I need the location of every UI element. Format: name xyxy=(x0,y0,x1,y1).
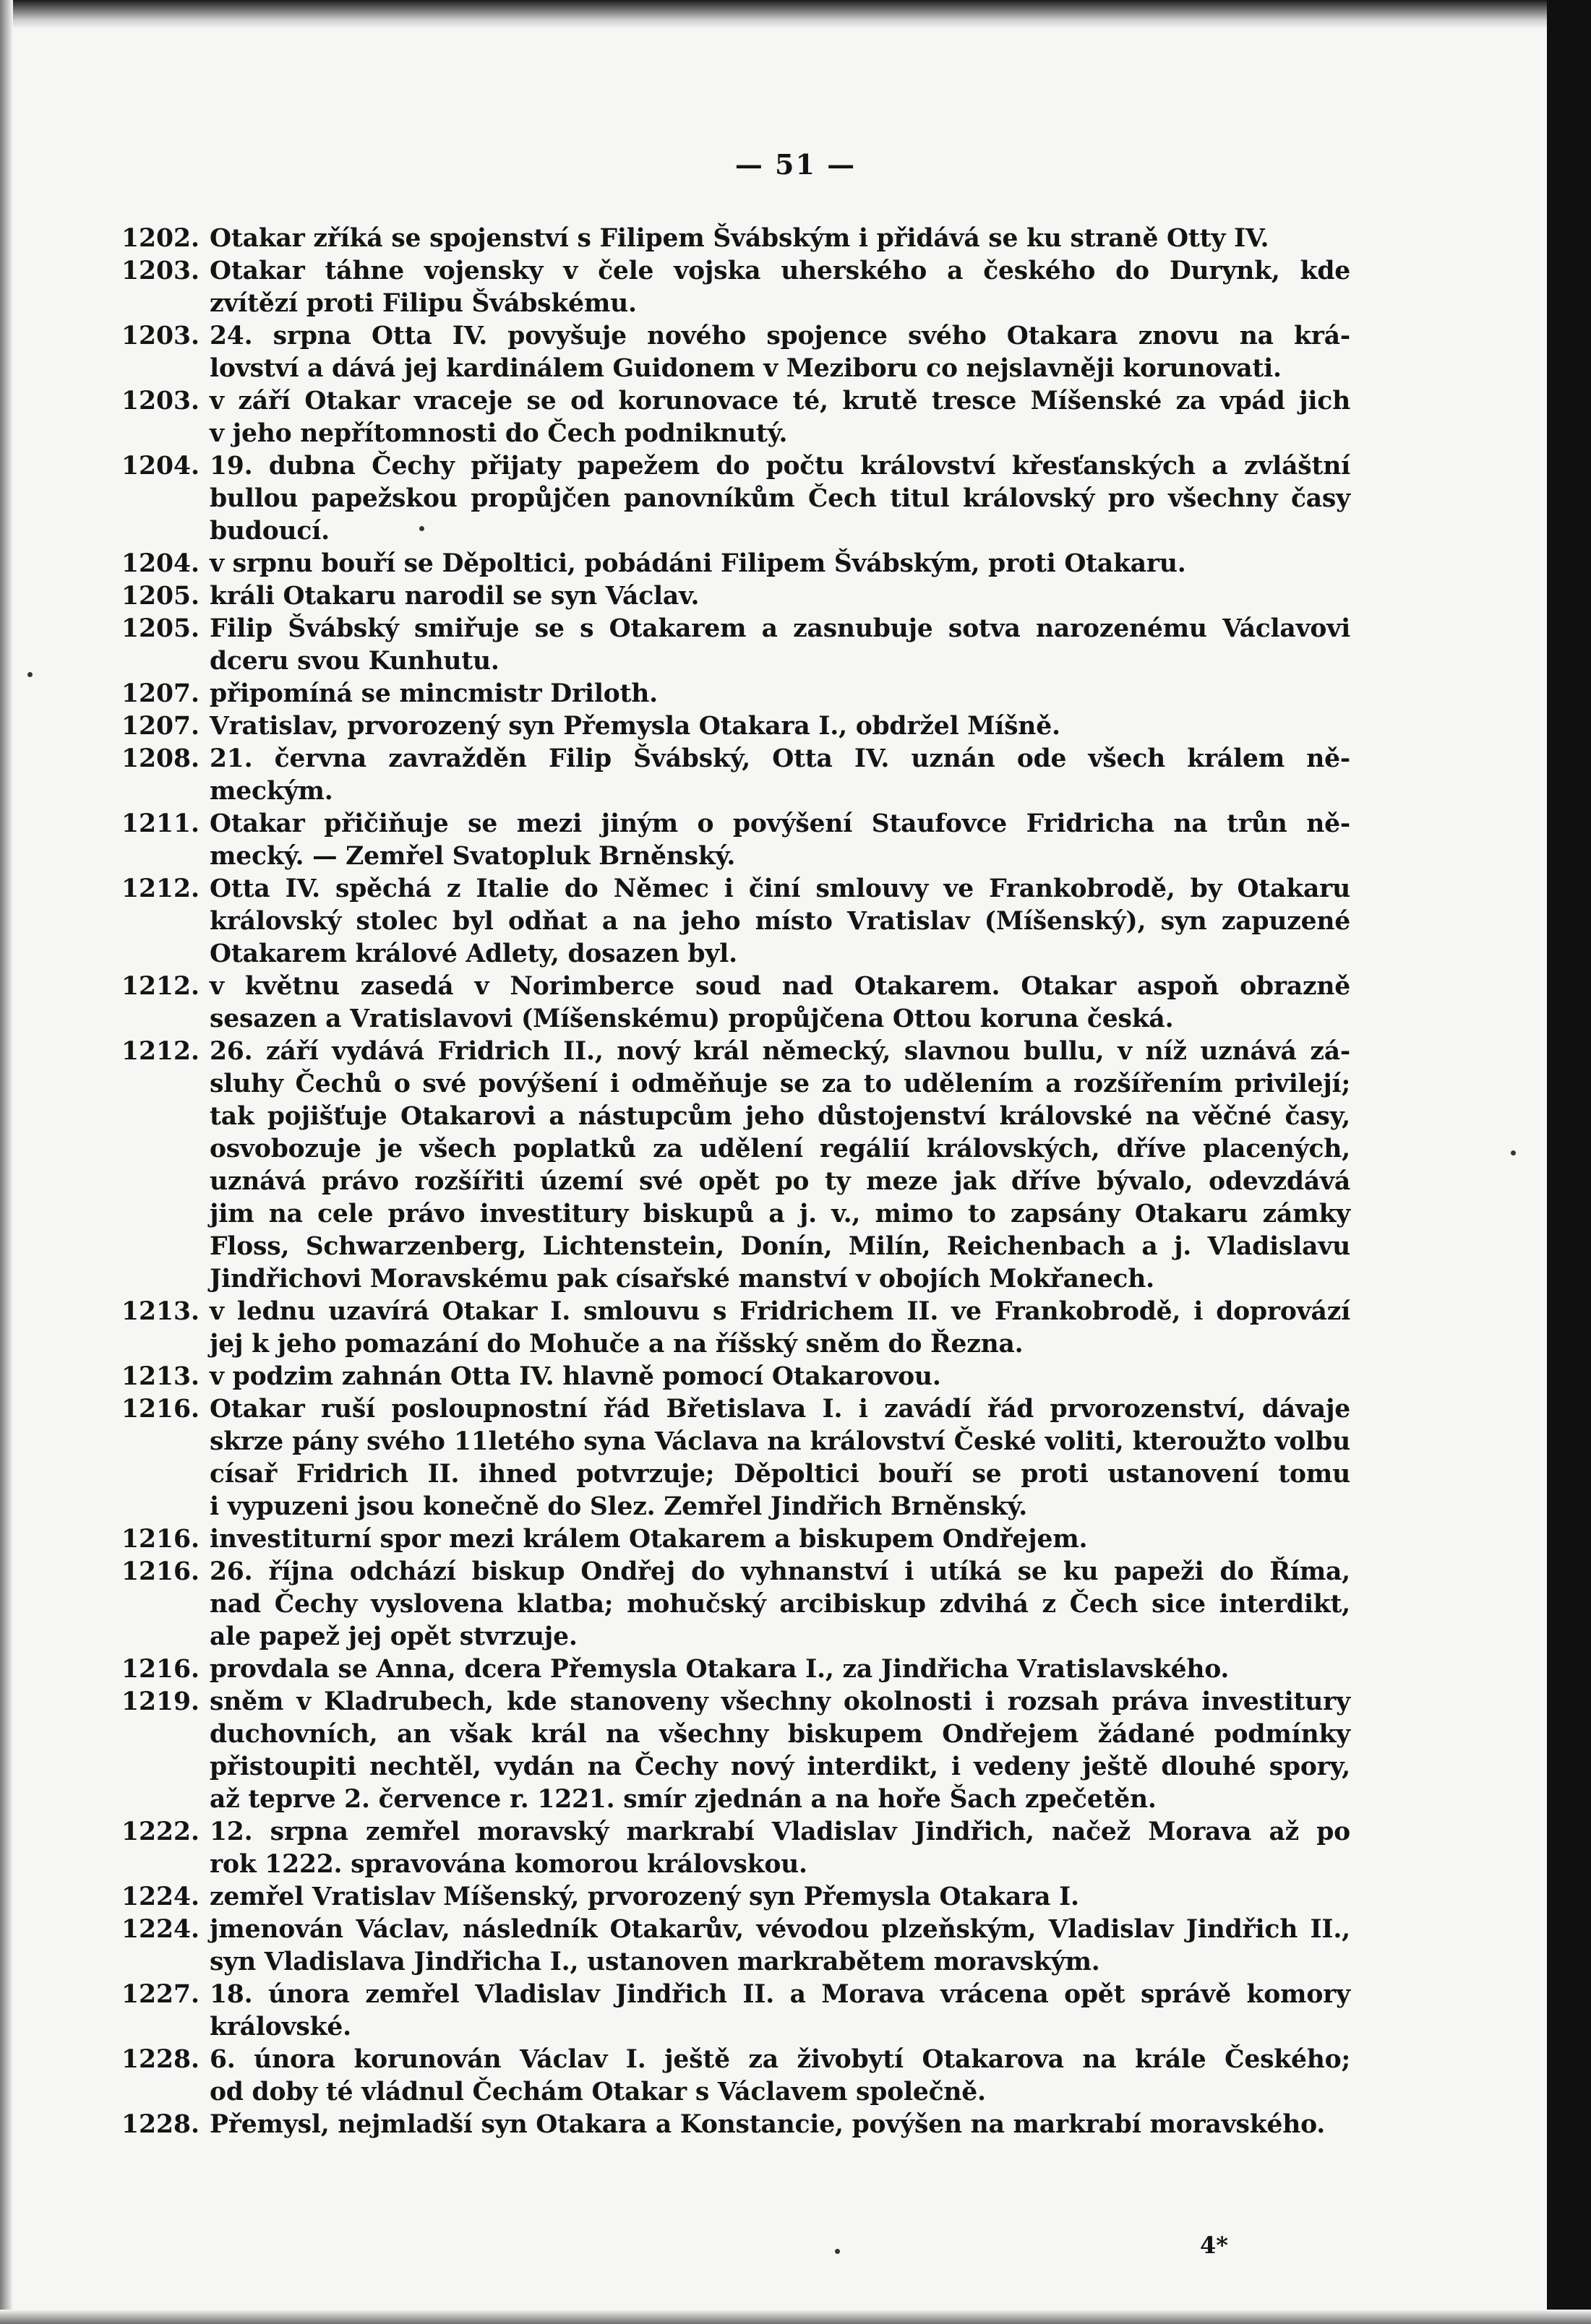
entry-text xyxy=(210,1556,1350,1653)
entry-line: nad Čechy vyslovena klatba; mohučský arcibiskup zdvihá z Čech sice interdikt, xyxy=(210,1590,1350,1619)
chronology-entry xyxy=(121,613,1350,678)
entry-text xyxy=(210,971,1350,1036)
entry-line: investiturní spor mezi králem Otakarem a biskupem Ondřejem. xyxy=(210,1525,1088,1554)
entry-line: 6. února korunován Václav I. ještě za živobytí Otakarova na krále Českého; xyxy=(210,2045,1350,2074)
entry-text xyxy=(210,1816,1350,1881)
entry-text xyxy=(210,808,1350,873)
entry-line: 21. června zavražděn Filip Švábský, Otta IV. uznán ode všech králem ně- xyxy=(210,744,1350,773)
entry-year: 1204. xyxy=(121,549,200,578)
entry-line: sněm v Kladrubech, kde stanoveny všechny okolnosti i rozsah práva investitury xyxy=(210,1687,1350,1716)
entry-line: sesazen a Vratislavovi (Míšenskému) propůjčena Ottou koruna česká. xyxy=(210,1004,1174,1033)
page-number: — 51 — xyxy=(734,148,857,181)
entry-line: jej k jeho pomazání do Mohuče a na říšský sněm do Řezna. xyxy=(210,1330,1024,1359)
entry-line: Otakar ruší posloupnostní řád Břetislava I. i zavádí řád prvorozenství, dávaje xyxy=(210,1395,1350,1424)
entry-year: 1205. xyxy=(121,582,200,611)
entry-line: provdala se Anna, dcera Přemysla Otakara I., za Jindřicha Vratislavského. xyxy=(210,1655,1230,1684)
entry-year: 1216. xyxy=(121,1525,200,1554)
entry-year: 1224. xyxy=(121,1882,200,1911)
entry-line: v srpnu bouří se Děpoltici, pobádáni Filipem Švábským, proti Otakaru. xyxy=(210,549,1186,578)
print-speck xyxy=(27,672,33,677)
entry-line: syn Vladislava Jindřicha I., ustanoven markrabětem moravským. xyxy=(210,1948,1100,1976)
entry-line: Otta IV. spěchá z Italie do Němec i činí smlouvy ve Frankobrodě, by Otakaru xyxy=(210,874,1350,903)
chronology-entry xyxy=(121,1881,1350,1914)
entry-line: v květnu zasedá v Norimberce soud nad Otakarem. Otakar aspoň obrazně xyxy=(210,972,1350,1001)
chronology-entry xyxy=(121,743,1350,808)
chronology-entry xyxy=(121,873,1350,971)
entry-year: 1207. xyxy=(121,679,200,708)
entry-line: Vratislav, prvorozený syn Přemysla Otakara I., obdržel Míšně. xyxy=(210,712,1060,741)
chronology-entry xyxy=(121,2044,1350,2109)
chronology-entry xyxy=(121,1523,1350,1556)
entry-text xyxy=(210,678,1350,710)
chronology-entry xyxy=(121,1036,1350,1296)
chronology-entry xyxy=(121,1653,1350,1686)
entry-year: 1216. xyxy=(121,1557,200,1586)
chronology-entry xyxy=(121,808,1350,873)
entry-year: 1227. xyxy=(121,1980,200,2009)
entry-year: 1203. xyxy=(121,322,200,350)
entry-text xyxy=(210,450,1350,548)
entry-line: císař Fridrich II. ihned potvrzuje; Děpoltici bouří se proti ustanovení tomu xyxy=(210,1460,1350,1489)
chronology-entry xyxy=(121,223,1350,255)
entry-line: osvobozuje je všech poplatků za udělení regálií královských, dříve placených, xyxy=(210,1135,1350,1163)
entry-line: meckým. xyxy=(210,777,333,806)
entry-year: 1212. xyxy=(121,1037,200,1066)
scan-edge-top xyxy=(0,0,1591,29)
chronology-entry xyxy=(121,1914,1350,1979)
entry-line: v jeho nepřítomnosti do Čech podniknutý. xyxy=(210,419,788,448)
entry-line: Otakar zříká se spojenství s Filipem Švábským i přidává se ku straně Otty IV. xyxy=(210,224,1269,253)
chronology-entry xyxy=(121,385,1350,450)
entry-line: i vypuzeni jsou konečně do Slez. Zemřel Jindřich Brněnský. xyxy=(210,1492,1028,1521)
chronology-entry xyxy=(121,1361,1350,1393)
entry-line: v podzim zahnán Otta IV. hlavně pomocí Otakarovou. xyxy=(210,1362,941,1391)
entry-line: 24. srpna Otta IV. povyšuje nového spojence svého Otakara znovu na krá- xyxy=(210,322,1350,350)
entry-line: sluhy Čechů o své povýšení i odměňuje se za to udělením a rozšířením privilejí; xyxy=(210,1070,1350,1098)
entry-text xyxy=(210,255,1350,320)
entry-year: 1216. xyxy=(121,1655,200,1684)
entry-line: připomíná se mincmistr Driloth. xyxy=(210,679,658,708)
entry-year: 1207. xyxy=(121,712,200,741)
scan-edge-bottom xyxy=(0,2310,1591,2324)
entry-year: 1203. xyxy=(121,257,200,285)
entry-line: králi Otakaru narodil se syn Václav. xyxy=(210,582,700,611)
entry-line: Filip Švábský smiřuje se s Otakarem a zasnubuje sotva narozenému Václavovi xyxy=(210,614,1350,643)
entry-year: 1204. xyxy=(121,452,200,481)
chronology-entry xyxy=(121,548,1350,580)
entry-year: 1211. xyxy=(121,809,200,838)
entry-text xyxy=(210,2109,1350,2141)
entry-line: zemřel Vratislav Míšenský, prvorozený syn Přemysla Otakara I. xyxy=(210,1882,1079,1911)
chronology-entry xyxy=(121,1686,1350,1816)
entry-line: 26. září vydává Fridrich II., nový král německý, slavnou bullu, v níž uznává zá- xyxy=(210,1037,1350,1066)
entry-text xyxy=(210,1653,1350,1686)
entry-line: rok 1222. spravována komorou královskou. xyxy=(210,1850,807,1879)
entry-line: bullou papežskou propůjčen panovníkům Čech titul královský pro všechny časy xyxy=(210,484,1350,513)
entry-year: 1228. xyxy=(121,2110,200,2139)
entry-line: v září Otakar vraceje se od korunovace té, krutě tresce Míšenské za vpád jich xyxy=(210,387,1350,416)
chronology-entry xyxy=(121,450,1350,548)
entry-text xyxy=(210,1036,1350,1296)
entry-text xyxy=(210,385,1350,450)
entry-year: 1224. xyxy=(121,1915,200,1944)
entry-year: 1213. xyxy=(121,1362,200,1391)
entry-text xyxy=(210,223,1350,255)
scan-edge-left xyxy=(0,0,13,2324)
entry-text xyxy=(210,710,1350,743)
entry-line: budoucí. xyxy=(210,517,330,546)
entry-text xyxy=(210,548,1350,580)
entry-line: ale papež jej opět stvrzuje. xyxy=(210,1622,578,1651)
print-speck xyxy=(1511,1150,1516,1155)
entry-line: až teprve 2. července r. 1221. smír zjednán a na hoře Šach zpečetěn. xyxy=(210,1785,1157,1814)
entry-year: 1205. xyxy=(121,614,200,643)
entry-line: zvítězí proti Filipu Švábskému. xyxy=(210,289,637,318)
chronology-entry xyxy=(121,1979,1350,2044)
entry-line: přistoupiti nechtěl, vydán na Čechy nový interdikt, i vedeny ještě dlouhé spory, xyxy=(210,1752,1350,1781)
entry-line: 26. října odchází biskup Ondřej do vyhnanství i utíká se ku papeži do Říma, xyxy=(210,1557,1350,1586)
chronology-entry xyxy=(121,1556,1350,1653)
entry-line: tak pojišťuje Otakarovi a nástupcům jeho důstojenství královské na věčné časy, xyxy=(210,1102,1350,1131)
entry-year: 1212. xyxy=(121,972,200,1001)
entry-line: jmenován Václav, následník Otakarův, vévodou plzeňským, Vladislav Jindřich II., xyxy=(210,1915,1350,1944)
scan-edge-right xyxy=(1547,0,1591,2324)
entry-text xyxy=(210,743,1350,808)
entry-year: 1203. xyxy=(121,387,200,416)
entry-line: 18. února zemřel Vladislav Jindřich II. a Morava vrácena opět správě komory xyxy=(210,1980,1350,2009)
entry-line: lovství a dává jej kardinálem Guidonem v Meziboru co nejslavněji korunovati. xyxy=(210,354,1282,383)
entry-line: Otakar přičiňuje se mezi jiným o povýšení Staufovce Fridricha na trůn ně- xyxy=(210,809,1350,838)
chronology-entry xyxy=(121,971,1350,1036)
entry-line: 12. srpna zemřel moravský markrabí Vladislav Jindřich, načež Morava až po xyxy=(210,1817,1350,1846)
entry-text xyxy=(210,1361,1350,1393)
chronology-entry xyxy=(121,710,1350,743)
entry-line: královské. xyxy=(210,2013,351,2041)
entry-text xyxy=(210,1881,1350,1914)
entry-text xyxy=(210,580,1350,613)
chronology-entry xyxy=(121,1816,1350,1881)
entry-year: 1219. xyxy=(121,1687,200,1716)
entry-year: 1228. xyxy=(121,2045,200,2074)
entry-line: dceru svou Kunhutu. xyxy=(210,647,499,676)
signature-mark: 4* xyxy=(1200,2232,1228,2259)
entry-text xyxy=(210,1296,1350,1361)
entry-text xyxy=(210,1686,1350,1816)
entry-text xyxy=(210,1914,1350,1979)
entry-text xyxy=(210,1393,1350,1523)
entry-year: 1212. xyxy=(121,874,200,903)
entry-line: mecký. — Zemřel Svatopluk Brněnský. xyxy=(210,842,736,871)
entry-year: 1213. xyxy=(121,1297,200,1326)
chronology-entry xyxy=(121,320,1350,385)
entry-year: 1216. xyxy=(121,1395,200,1424)
entry-year: 1202. xyxy=(121,224,200,253)
entry-line: 19. dubna Čechy přijaty papežem do počtu království křesťanských a zvláštní xyxy=(210,452,1350,481)
entry-line: Jindřichovi Moravskému pak císařské manství v obojích Mokřanech. xyxy=(210,1265,1154,1294)
print-speck xyxy=(835,2249,840,2254)
entry-line: duchovních, an však král na všechny biskupem Ondřejem žádané podmínky xyxy=(210,1720,1350,1749)
chronology-list xyxy=(121,223,1350,2141)
entry-line: jim na cele právo investitury biskupů a j. v., mimo to zapsány Otakaru zámky xyxy=(210,1200,1350,1228)
entry-text xyxy=(210,1523,1350,1556)
entry-line: od doby té vládnul Čechám Otakar s Václavem společně. xyxy=(210,2078,986,2106)
entry-text xyxy=(210,873,1350,971)
chronology-entry xyxy=(121,580,1350,613)
chronology-entry xyxy=(121,255,1350,320)
chronology-entry xyxy=(121,1393,1350,1523)
chronology-entry xyxy=(121,678,1350,710)
entry-line: skrze pány svého 11letého syna Václava na království České voliti, kteroužto volbu xyxy=(210,1427,1350,1456)
chronology-entry xyxy=(121,1296,1350,1361)
print-speck xyxy=(419,526,424,531)
entry-line: Floss, Schwarzenberg, Lichtenstein, Donín, Milín, Reichenbach a j. Vladislavu xyxy=(210,1232,1350,1261)
chronology-entry xyxy=(121,2109,1350,2141)
entry-line: Přemysl, nejmladší syn Otakara a Konstancie, povýšen na markrabí moravského. xyxy=(210,2110,1326,2139)
entry-line: uznává právo rozšířiti území své opět po ty meze jak dříve bývalo, odevzdává xyxy=(210,1167,1350,1196)
entry-text xyxy=(210,1979,1350,2044)
entry-year: 1222. xyxy=(121,1817,200,1846)
entry-year: 1208. xyxy=(121,744,200,773)
entry-text xyxy=(210,613,1350,678)
entry-line: Otakarem králové Adlety, dosazen byl. xyxy=(210,939,737,968)
entry-text xyxy=(210,2044,1350,2109)
entry-text xyxy=(210,320,1350,385)
entry-line: Otakar táhne vojensky v čele vojska uherského a českého do Durynk, kde xyxy=(210,257,1350,285)
entry-line: královský stolec byl odňat a na jeho místo Vratislav (Míšenský), syn zapuzené xyxy=(210,907,1350,936)
entry-line: v lednu uzavírá Otakar I. smlouvu s Fridrichem II. ve Frankobrodě, i doprovází xyxy=(210,1297,1350,1326)
